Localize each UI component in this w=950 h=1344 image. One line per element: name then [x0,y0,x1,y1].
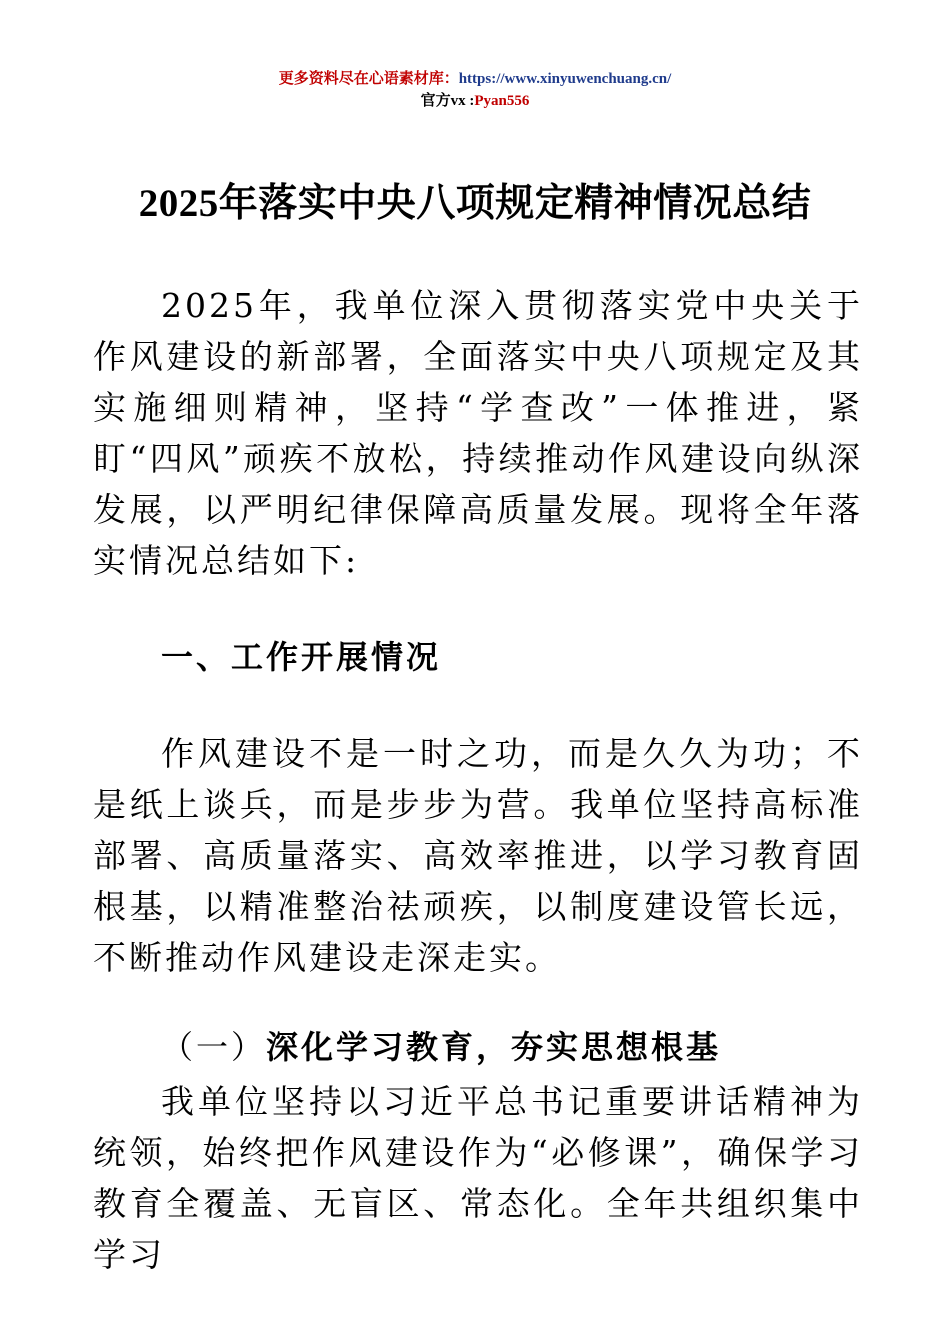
section-heading-1: 一、工作开展情况 [161,638,442,676]
header-source-label: 更多资料尽在心语素材库： [278,71,459,87]
section-1-paragraph: 作风建设不是一时之功，而是久久为功；不是纸上谈兵，而是步步为营。我单位坚持高标准部署、高质量落实、高效率推进，以学习教育固根基，以精准整治祛顽疾，以制度建设管长远，不断推动作风建设走深走实。 [93,734,863,977]
header-contact-id: Pyan556 [474,93,530,109]
subsection-number: （一） [161,1028,267,1066]
page-header [0,68,950,112]
subsection-heading-1 [161,1022,721,1072]
header-contact-label: 官方vx : [420,93,475,109]
intro-paragraph: 2025年，我单位深入贯彻落实党中央关于作风建设的新部署，全面落实中央八项规定及其实施细则精神，坚持“学查改”一体推进，紧盯“四风”顽疾不放松，持续推动作风建设向纵深发展，以严明纪律保障高质量发展。现将全年落实情况总结如下: [93,286,863,580]
subsection-1-paragraph: 我单位坚持以习近平总书记重要讲话精神为统领，始终把作风建设作为“必修课”，确保学习教育全覆盖、无盲区、常态化。全年共组织集中学习 [93,1082,863,1274]
document-title: 2025年落实中央八项规定精神情况总结 [138,182,812,225]
header-line-2 [0,90,950,112]
header-line-1 [0,68,950,90]
header-source-link[interactable]: https://www.xinyuwenchuang.cn/ [458,71,672,87]
subsection-title: 深化学习教育，夯实思想根基 [266,1028,722,1066]
